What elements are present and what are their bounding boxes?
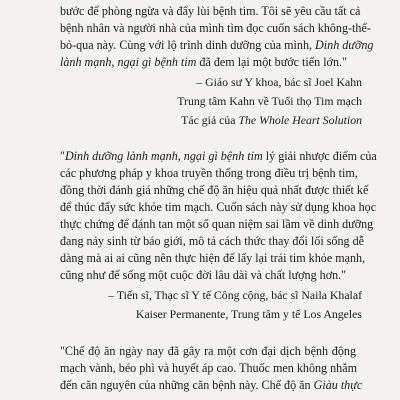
quote2-line-6 bbox=[60, 233, 364, 249]
quote2-line-2 bbox=[60, 165, 356, 181]
quote3-line-3-text: đến căn nguyên của những căn bệnh này. Chế độ ăn bbox=[60, 378, 314, 392]
quote2-book-title: Dinh dưỡng lành mạnh, ngại gì bệnh tim bbox=[64, 149, 263, 163]
quote1-attribution-org: Trung tâm Kahn về Tuổi thọ Tim mạch bbox=[177, 94, 362, 108]
quote2-line-4 bbox=[60, 199, 377, 215]
quote2-open-quote: " bbox=[60, 149, 65, 163]
quote1-attribution-author bbox=[60, 112, 362, 128]
quote1-attribution-name: – Giáo sư Y khoa, bác sĩ Joel Kahn bbox=[196, 75, 362, 89]
quote1-author-prefix: Tác giả của bbox=[181, 113, 239, 127]
quote3-line-1-text: "Chế độ ăn ngày nay đã gây ra một cơn đại dịch bệnh động bbox=[60, 344, 356, 358]
quote2-line-1-text: lý giải nhược điểm của bbox=[262, 149, 377, 163]
quote2-line-7-text: dàng mà ai ai cũng nên thực hiện để lấy lại trái tim khỏe mạnh, bbox=[60, 251, 366, 265]
quote2-line-8 bbox=[60, 267, 356, 283]
quote1-line-2-text: bệnh nhân và người nhà của mình tìm đọc cuốn sách không-thể- bbox=[60, 21, 371, 35]
quote3-line-1 bbox=[60, 343, 356, 359]
quote3-book-title-part1: Giàu thực bbox=[313, 378, 363, 392]
quote1-line-2 bbox=[60, 20, 371, 36]
quote2-line-1 bbox=[60, 148, 377, 164]
quote2-line-5 bbox=[60, 216, 374, 232]
quote2-line-6-text: đang nảy sinh từ báo giới, mô tả cách thức thay đổi lối sống dễ bbox=[60, 234, 364, 248]
quote1-line-3-text: bỏ-qua này. Cùng với lộ trình dinh dưỡng của mình, bbox=[60, 38, 316, 52]
quote2-line-3-text: đồng thời đánh giá những chế độ ăn hiệu quả nhất được thiết kế bbox=[60, 183, 369, 197]
quote2-line-5-text: thực chứng để đánh tan một số quan niệm sai lầm về dinh dưỡng bbox=[60, 217, 374, 231]
quote1-line-1 bbox=[60, 3, 361, 19]
quote2-line-3 bbox=[60, 182, 369, 198]
quote1-book-title-part1: Dinh dưỡng bbox=[315, 38, 374, 52]
quote1-line-4-text: đã đem lại một bước tiến lớn." bbox=[196, 55, 347, 69]
quote1-line-3 bbox=[60, 37, 374, 53]
quote3-line-2 bbox=[60, 360, 356, 376]
quote1-line-4 bbox=[60, 54, 356, 70]
quote1-book-title-part2: lành mạnh, ngại gì bệnh tim bbox=[60, 55, 197, 69]
quote2-line-8-text: cũng như để sống một cuộc đời lâu dài và chất lượng hơn." bbox=[60, 268, 347, 282]
quote1-line-1-text: bước để phòng ngừa và đẩy lùi bệnh tim. Tôi sẽ yêu cầu tất cả bbox=[60, 4, 361, 18]
quote2-attribution-org: Kaiser Permanente, Trung tâm y tế Los Angeles bbox=[135, 307, 362, 321]
quote1-author-book-title: The Whole Heart Solution bbox=[238, 113, 362, 127]
quote3-line-2-text: mạch vành, béo phì và huyết áp cao. Thuốc men không nhắm bbox=[60, 361, 357, 375]
quote2-line-7 bbox=[60, 250, 366, 266]
quote2-attribution-name: – Tiến sĩ, Thạc sĩ Y tế Công cộng, bác sĩ Naila Khalaf bbox=[108, 288, 362, 302]
quote3-line-3 bbox=[60, 377, 363, 393]
quote2-line-2-text: các phương pháp y khoa truyền thống trong điều trị bệnh tim, bbox=[60, 166, 358, 180]
quote2-line-4-text: để thúc đẩy sức khỏe tim mạch. Cuốn sách này sử dụng khoa học bbox=[60, 200, 377, 214]
